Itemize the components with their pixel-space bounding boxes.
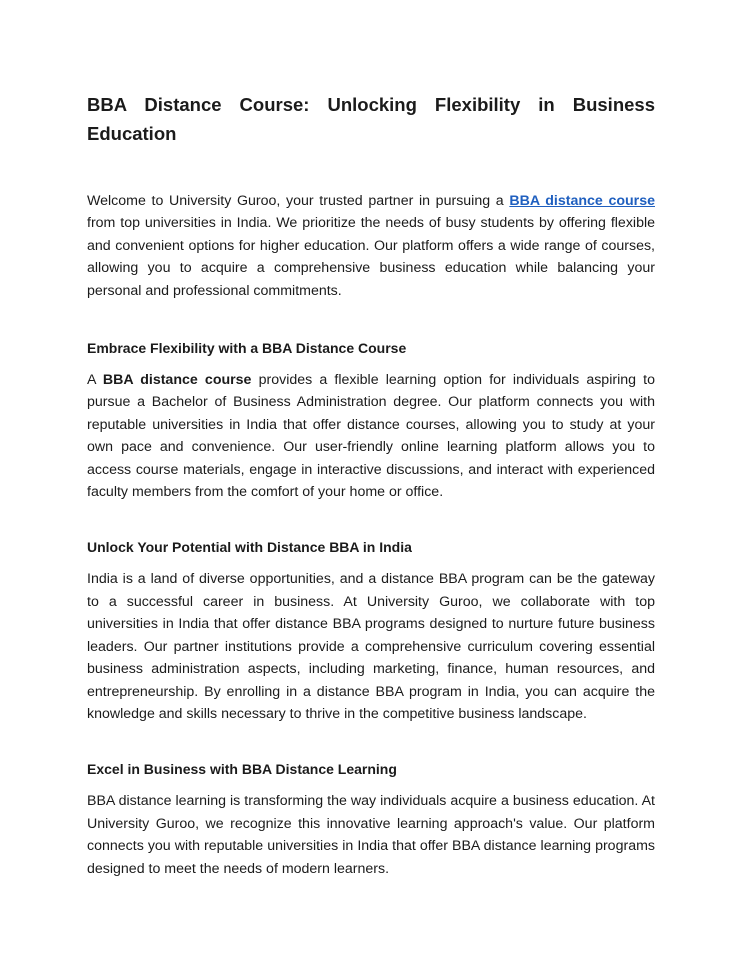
section-embrace-flexibility — [87, 338, 655, 503]
section-heading: Excel in Business with BBA Distance Learning — [87, 761, 397, 778]
bba-distance-course-link[interactable]: BBA distance course — [509, 193, 655, 209]
paragraph-body: provides a flexible learning option for individuals aspiring to pursue a Bachelor of Business Administration degree. Our platform connects you with reputable universities in India that offer distance courses, allowing you to study at your own pace and convenience. Our user-friendly online learning platform allows you to access course materials, engage in interactive discussions, and interact with experienced faculty members from the comfort of your home or office. — [87, 372, 655, 501]
section-excel-in-business — [87, 759, 655, 880]
document-page — [87, 90, 655, 914]
intro-paragraph — [87, 190, 655, 302]
section-unlock-potential — [87, 537, 655, 725]
paragraph-lead: A — [87, 372, 103, 389]
section-heading: Embrace Flexibility with a BBA Distance Course — [87, 340, 407, 357]
intro-text-before: Welcome to University Guroo, your trusted partner in pursuing a — [87, 193, 510, 209]
section-paragraph: India is a land of diverse opportunities, and a distance BBA program can be the gateway to a successful career in business. At University Guroo, we collaborate with top universities in India that offer distance BBA programs designed to nurture future business leaders. Our partner institutions provide a comprehensive curriculum covering essential business administration aspects, including marketing, finance, human resources, and entrepreneurship. By enrolling in a distance BBA program in India, you can acquire the knowledge and skills necessary to thrive in the competitive business landscape. — [87, 571, 655, 722]
section-paragraph: BBA distance learning is transforming the way individuals acquire a business education. At University Guroo, we recognize this innovative learning approach's value. Our platform connects you with reputable universities in India that offer BBA distance learning programs designed to meet the needs of modern learners. — [87, 793, 655, 877]
bold-term: BBA distance course — [102, 372, 252, 389]
section-heading: Unlock Your Potential with Distance BBA in India — [87, 539, 412, 556]
section-paragraph — [87, 369, 655, 503]
page-title: BBA Distance Course: Unlocking Flexibility in Business Education — [87, 94, 655, 144]
intro-text-after: from top universities in India. We prioritize the needs of busy students by offering flexible and convenient options for higher education. Our platform offers a wide range of courses, allowing you to acquire a comprehensive business education while balancing your personal and professional commitments. — [87, 215, 655, 299]
